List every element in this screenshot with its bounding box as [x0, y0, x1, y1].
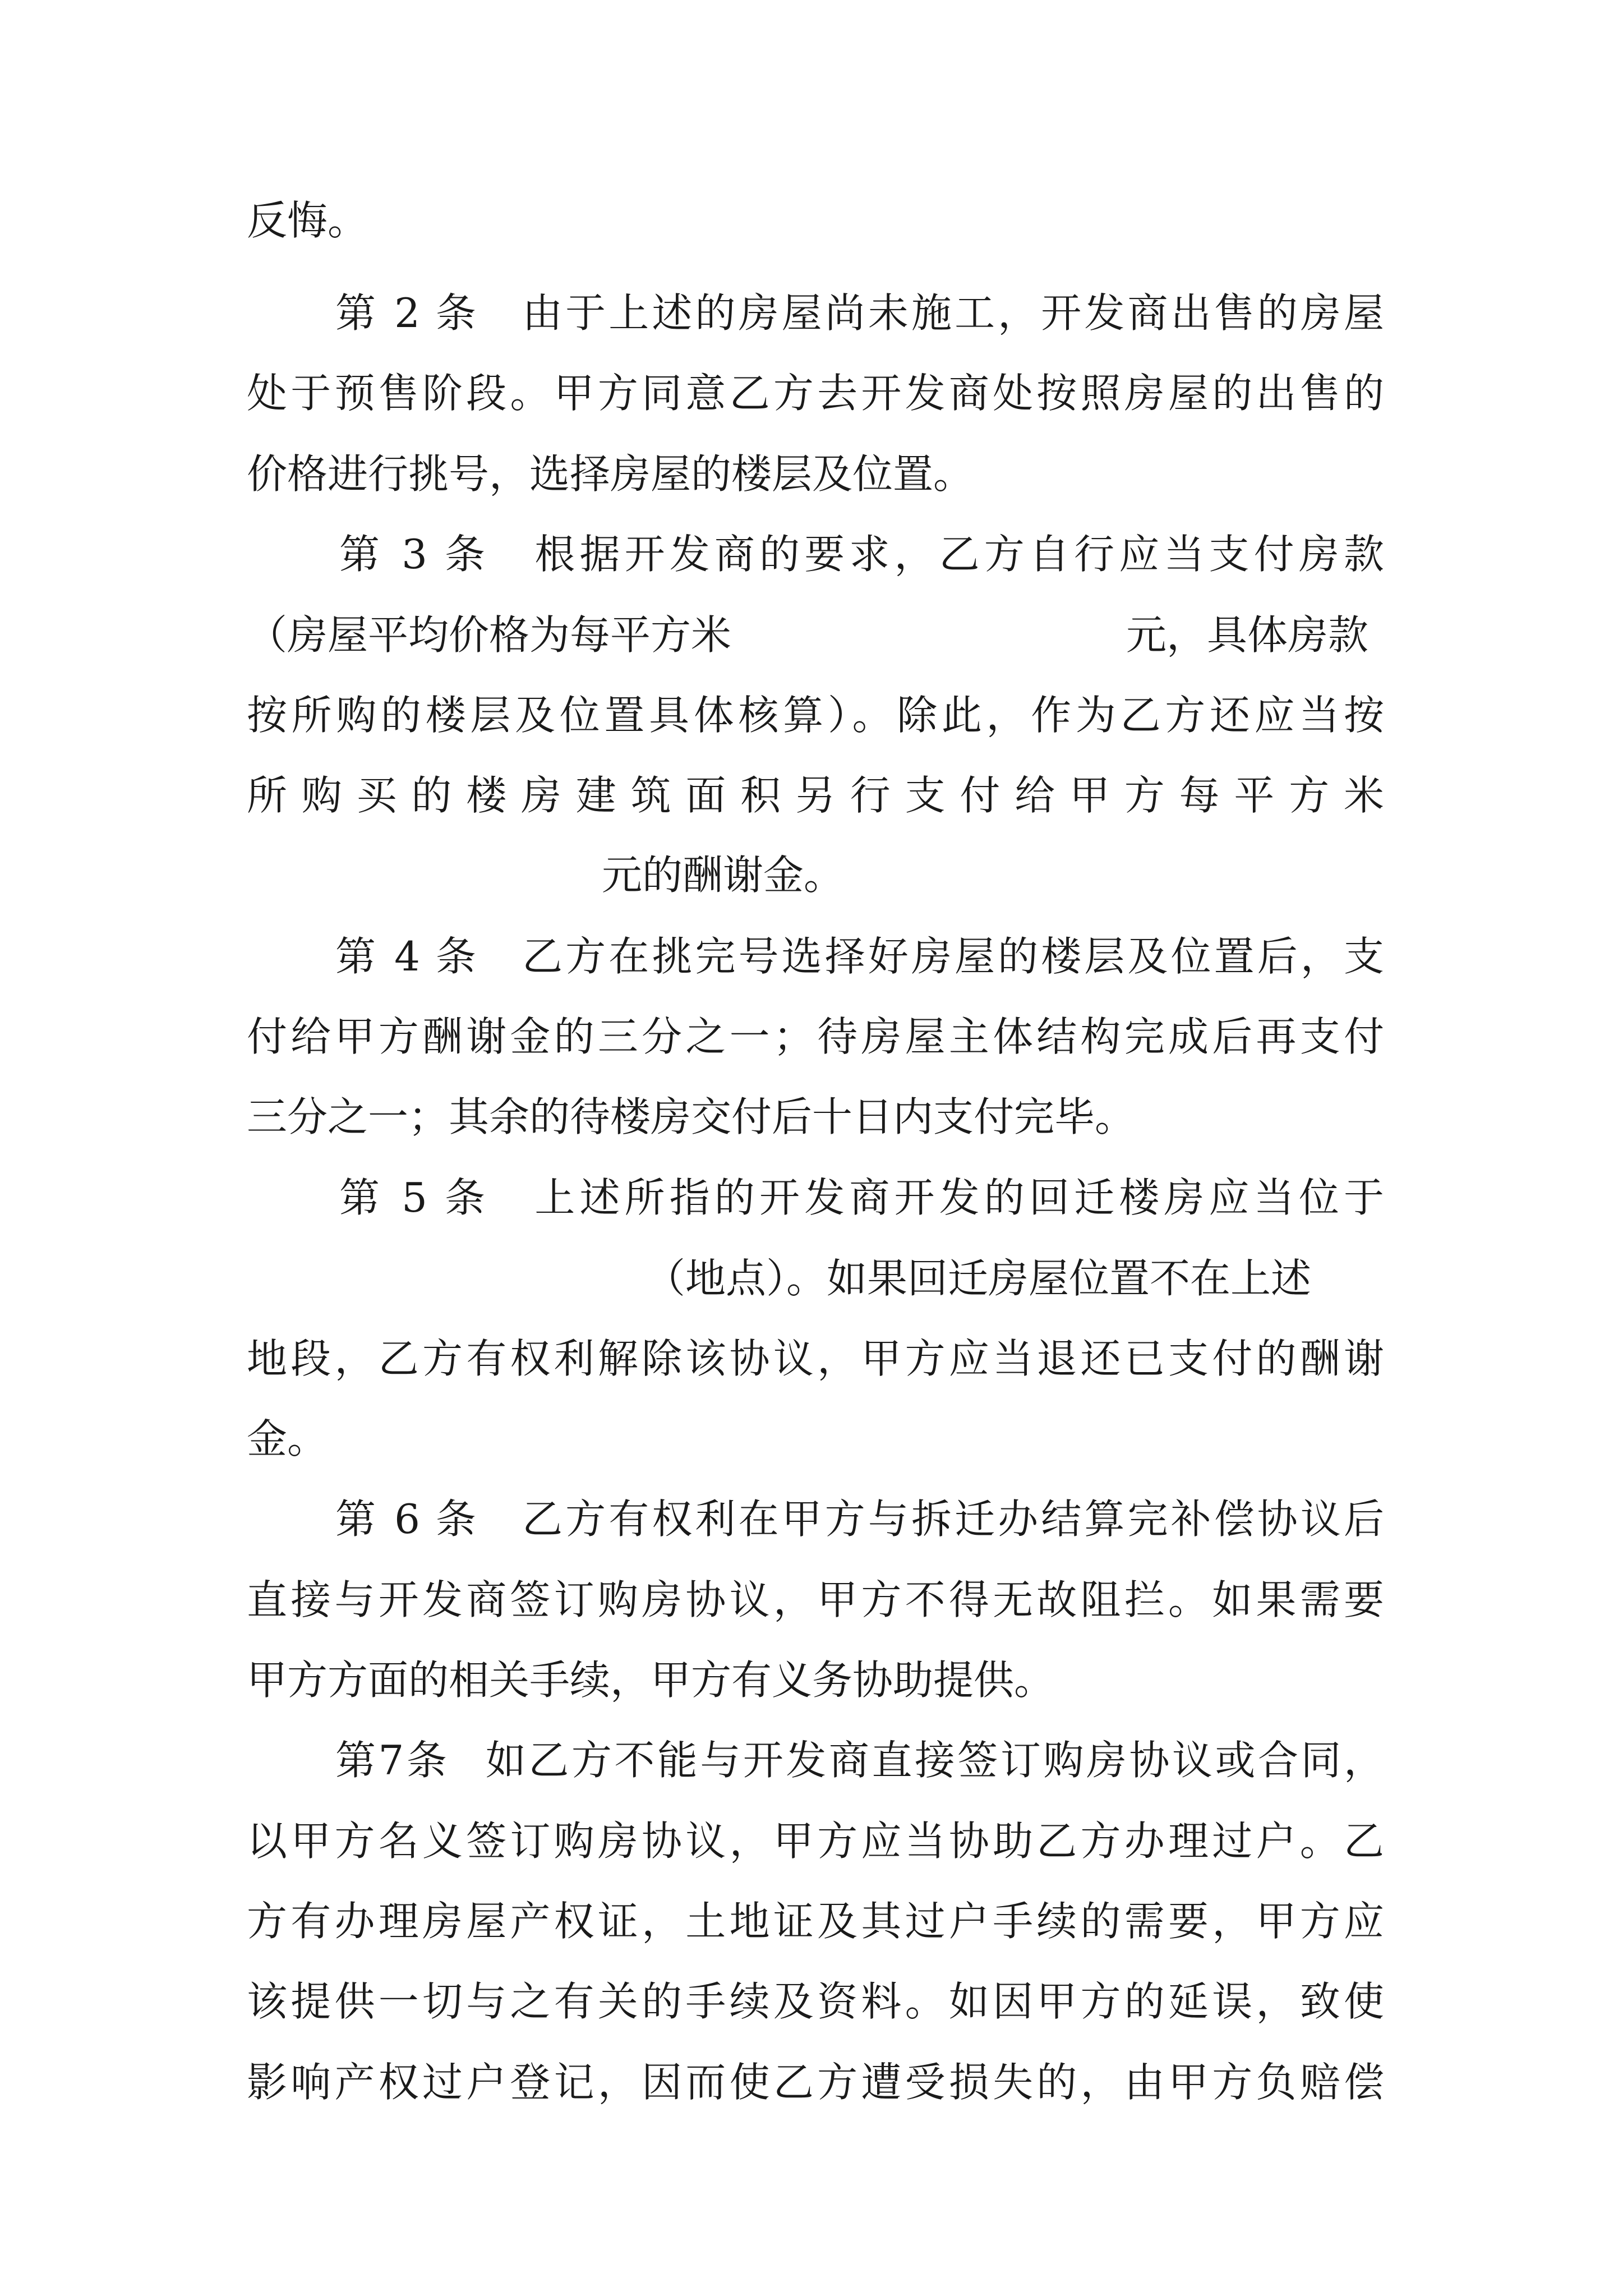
text-line: 按所购的楼层及位置具体核算）。除此，作为乙方还应当按 [247, 692, 1384, 739]
article-6-number: 第 6 条 [335, 1496, 479, 1543]
text-line: 地段，乙方有权利解除该协议，甲方应当退还已支付的酬谢 [247, 1335, 1384, 1382]
text-line: 元，具体房款 [1126, 611, 1369, 659]
article-2-number: 第 2 条 [335, 289, 479, 337]
article-7-number: 第7条 [335, 1737, 450, 1784]
article-7-first-line: 第7条 如乙方不能与开发商直接签订购房协议或合同， [335, 1737, 1384, 1784]
text-line: 所 购 买 的 楼 房 建 筑 面 积 另 行 支 付 给 甲 方 每 平 方 米 [247, 772, 1385, 819]
article-5-first-line: 第 5 条 上述所指的开发商开发的回迁楼房应当位于 [339, 1174, 1384, 1221]
article-4-number: 第 4 条 [335, 933, 479, 980]
text-line: 三分之一；其余的待楼房交付后十日内支付完毕。 [247, 1093, 1136, 1140]
article-3-first-line: 第 3 条 根据开发商的要求，乙方自行应当支付房款 [339, 531, 1384, 578]
text-line: 金。 [247, 1415, 328, 1462]
text-line: 付给甲方酬谢金的三分之一；待房屋主体结构完成后再支付 [247, 1013, 1384, 1060]
article-3-number: 第 3 条 [339, 531, 490, 578]
article-2-first-line: 第 2 条 由于上述的房屋尚未施工，开发商出售的房屋 [335, 289, 1384, 337]
text-line: 处于预售阶段。甲方同意乙方去开发商处按照房屋的出售的 [247, 370, 1384, 417]
text-line: （地点）。如果回迁房屋位置不在上述 [645, 1255, 1312, 1302]
text-line: 甲方方面的相关手续，甲方有义务协助提供。 [247, 1657, 1055, 1704]
article-5-number: 第 5 条 [339, 1174, 490, 1221]
text-line: （房屋平均价格为每平方米 [247, 611, 732, 659]
text-line: 以甲方名义签订购房协议，甲方应当协助乙方办理过户。乙 [247, 1818, 1384, 1865]
text-line: 元的酬谢金。 [602, 852, 845, 899]
article-4-first-line: 第 4 条 乙方在挑完号选择好房屋的楼层及位置后，支 [335, 933, 1384, 980]
text-line: 影响产权过户登记，因而使乙方遭受损失的，由甲方负赔偿 [247, 2059, 1384, 2106]
text-line: 价格进行挑号，选择房屋的楼层及位置。 [247, 450, 974, 498]
article-6-first-line: 第 6 条 乙方有权利在甲方与拆迁办结算完补偿协议后 [335, 1496, 1384, 1543]
text-line: 反悔。 [247, 197, 368, 244]
text-line: 直接与开发商签订购房协议，甲方不得无故阻拦。如果需要 [247, 1576, 1384, 1623]
text-line: 该提供一切与之有关的手续及资料。如因甲方的延误，致使 [247, 1978, 1384, 2025]
text-line: 方有办理房屋产权证，土地证及其过户手续的需要，甲方应 [247, 1898, 1384, 1945]
